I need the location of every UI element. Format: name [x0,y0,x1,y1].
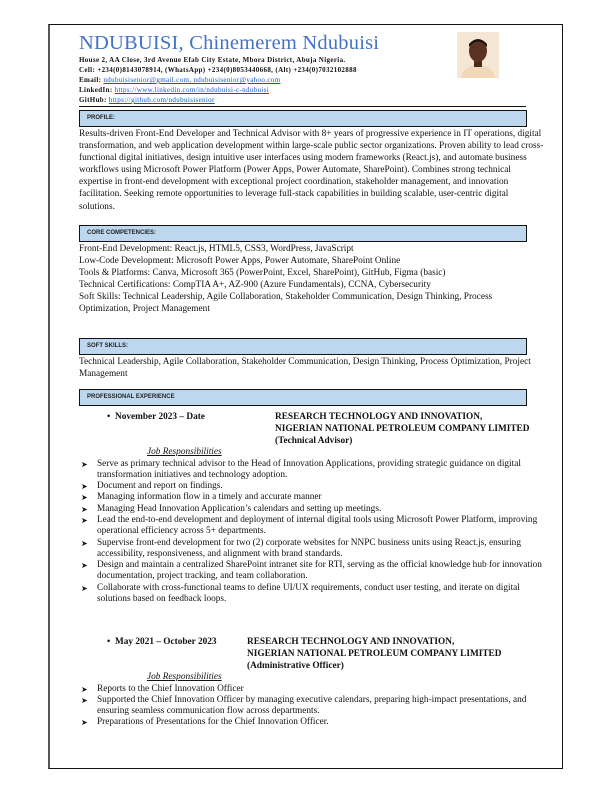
list-item: ➤ Design and maintain a centralized SharePoint intranet site for RTI, serving as the official knowledge hub for innovation documentation, project tracking, and team collaboration. [81,560,542,582]
candidate-name: NDUBUISI, Chinemerem Ndubuisi [79,32,380,54]
job-org: RESEARCH TECHNOLOGY AND INNOVATION, [247,637,455,647]
responsibilities-list [79,459,545,606]
github-label: GitHub: [79,96,107,104]
email-label: Email: [79,76,102,84]
github-link[interactable]: https://github.com/ndubuisisenior [108,96,215,104]
arrow-bullet-icon: ➤ [81,561,88,571]
section-header-competencies: CORE COMPETENCIES: [79,225,527,242]
job-org: RESEARCH TECHNOLOGY AND INNOVATION, [275,412,483,422]
address: House 2, AA Close, 3rd Avenue Efab City Estate, Mbora District, Abuja Nigeria. [79,56,346,64]
list-item: ➤ Supported the Chief Innovation Officer by managing executive calendars, preparing high-impact presentations, and ensuring seamless communication flow across departments. [81,694,527,717]
linkedin-link[interactable]: https://www.linkedin.com/in/ndubuisi-c-ndubuisi [114,86,270,94]
section-header-soft-skills: SOFT SKILLS: [79,338,527,355]
arrow-bullet-icon: ➤ [81,718,88,728]
arrow-bullet-icon: ➤ [81,459,88,469]
responsibilities-label: Job Responsibilities [147,447,222,457]
list-item: ➤ Serve as primary technical advisor to the Head of Innovation Applications, providing strategic guidance on digital transformation initiatives and technology adoption. [81,458,521,480]
list-item: ➤ Document and report on findings. [81,481,223,492]
arrow-bullet-icon: ➤ [81,684,88,694]
job-role: (Administrative Officer) [247,661,344,672]
arrow-bullet-icon: ➤ [81,695,88,705]
job-company: NIGERIAN NATIONAL PETROLEUM COMPANY LIMITED [275,424,530,435]
competency-item: Soft Skills: Technical Leadership, Agile Collaboration, Stakeholder Communication, Design Thinking, Process Optimization, Project Management [79,292,493,315]
arrow-bullet-icon: ➤ [81,482,88,492]
job-entry [79,636,545,729]
competency-item: Front-End Development: React.js, HTML5, CSS3, WordPress, JavaScript [79,244,354,254]
job-date: November 2023 – Date [115,412,205,422]
section-header-experience: PROFESSIONAL EXPERIENCE [79,389,527,406]
competency-item: Technical Certifications: CompTIA A+, AZ-900 (Azure Fundamentals), CCNA, Cybersecurity [79,280,431,291]
bullet-icon: • [107,412,111,422]
list-item: ➤ Preparations of Presentations for the Chief Innovation Officer. [81,717,329,728]
competencies-list [79,243,545,316]
job-date: May 2021 – October 2023 [115,637,217,647]
arrow-bullet-icon: ➤ [81,493,88,503]
list-item: ➤ Lead the end-to-end development and deployment of internal digital tools using Microsoft Power Platform, improving operational efficiency across 5+ departments. [81,514,538,537]
profile-text: Results-driven Front-End Developer and Technical Advisor with 8+ years of progressive experience in IT operations, digital transformation, and web application development within large-scale public sector organizations. Proven ability to lead cross-functional digital initiatives, design intuitive user interfaces using modern frameworks (React.js), and automate business workflows using Microsoft Power Platform (Power Apps, Power Automate, SharePoint). Combines strong technical expertise in front-end development with exceptional project coordination, stakeholder management, and innovation facilitation. Seeking remote opportunities to leverage full-stack capabilities in building scalable, user-centric digital solutions. [79,129,544,212]
competency-item: Low-Code Development: Microsoft Power Apps, Power Automate, SharePoint Online [79,256,401,267]
arrow-bullet-icon: ➤ [81,583,88,593]
job-company: NIGERIAN NATIONAL PETROLEUM COMPANY LIMITED [247,649,502,660]
section-header-profile: PROFILE: [79,110,527,127]
list-item: ➤ Reports to the Chief Innovation Officer [81,683,244,694]
header-divider [79,106,526,107]
list-item: ➤ Managing Head Innovation Application’s calendars and setting up meetings. [81,503,382,514]
competency-item: Tools & Platforms: Canva, Microsoft 365 (PowerPoint, Excel, SharePoint), GitHub, Figma (basic) [79,268,446,279]
job-entry [79,411,545,605]
arrow-bullet-icon: ➤ [81,538,88,548]
phone: Cell: +234(0)8143078914, (WhatsApp) +234(0)8053440668, (Alt) +234(0)7032102888 [79,66,357,74]
profile-photo [457,32,499,78]
list-item: ➤ Supervise front-end development for two (2) corporate websites for NNPC business units using React.js, ensuring accessibility, responsiveness, and alignment with brand standards. [81,537,521,559]
list-item: ➤ Managing information flow in a timely and accurate manner [81,492,322,503]
linkedin-label: LinkedIn: [79,86,113,94]
arrow-bullet-icon: ➤ [81,504,88,514]
arrow-bullet-icon: ➤ [81,515,88,525]
responsibilities-label: Job Responsibilities [147,672,222,682]
bullet-icon: • [107,637,111,647]
job-role: (Technical Advisor) [275,436,353,447]
list-item: ➤ Collaborate with cross-functional teams to define UI/UX requirements, conduct user testing, and iterate on digital solutions based on feedback loops. [81,582,520,605]
email-link[interactable]: ndubuisisenior@gmail.com, ndubuisisenior@yahoo.com [103,76,281,84]
responsibilities-list [79,684,545,729]
soft-skills-text: Technical Leadership, Agile Collaboration, Stakeholder Communication, Design Thinking, Process Optimization, Project Management [79,357,531,380]
